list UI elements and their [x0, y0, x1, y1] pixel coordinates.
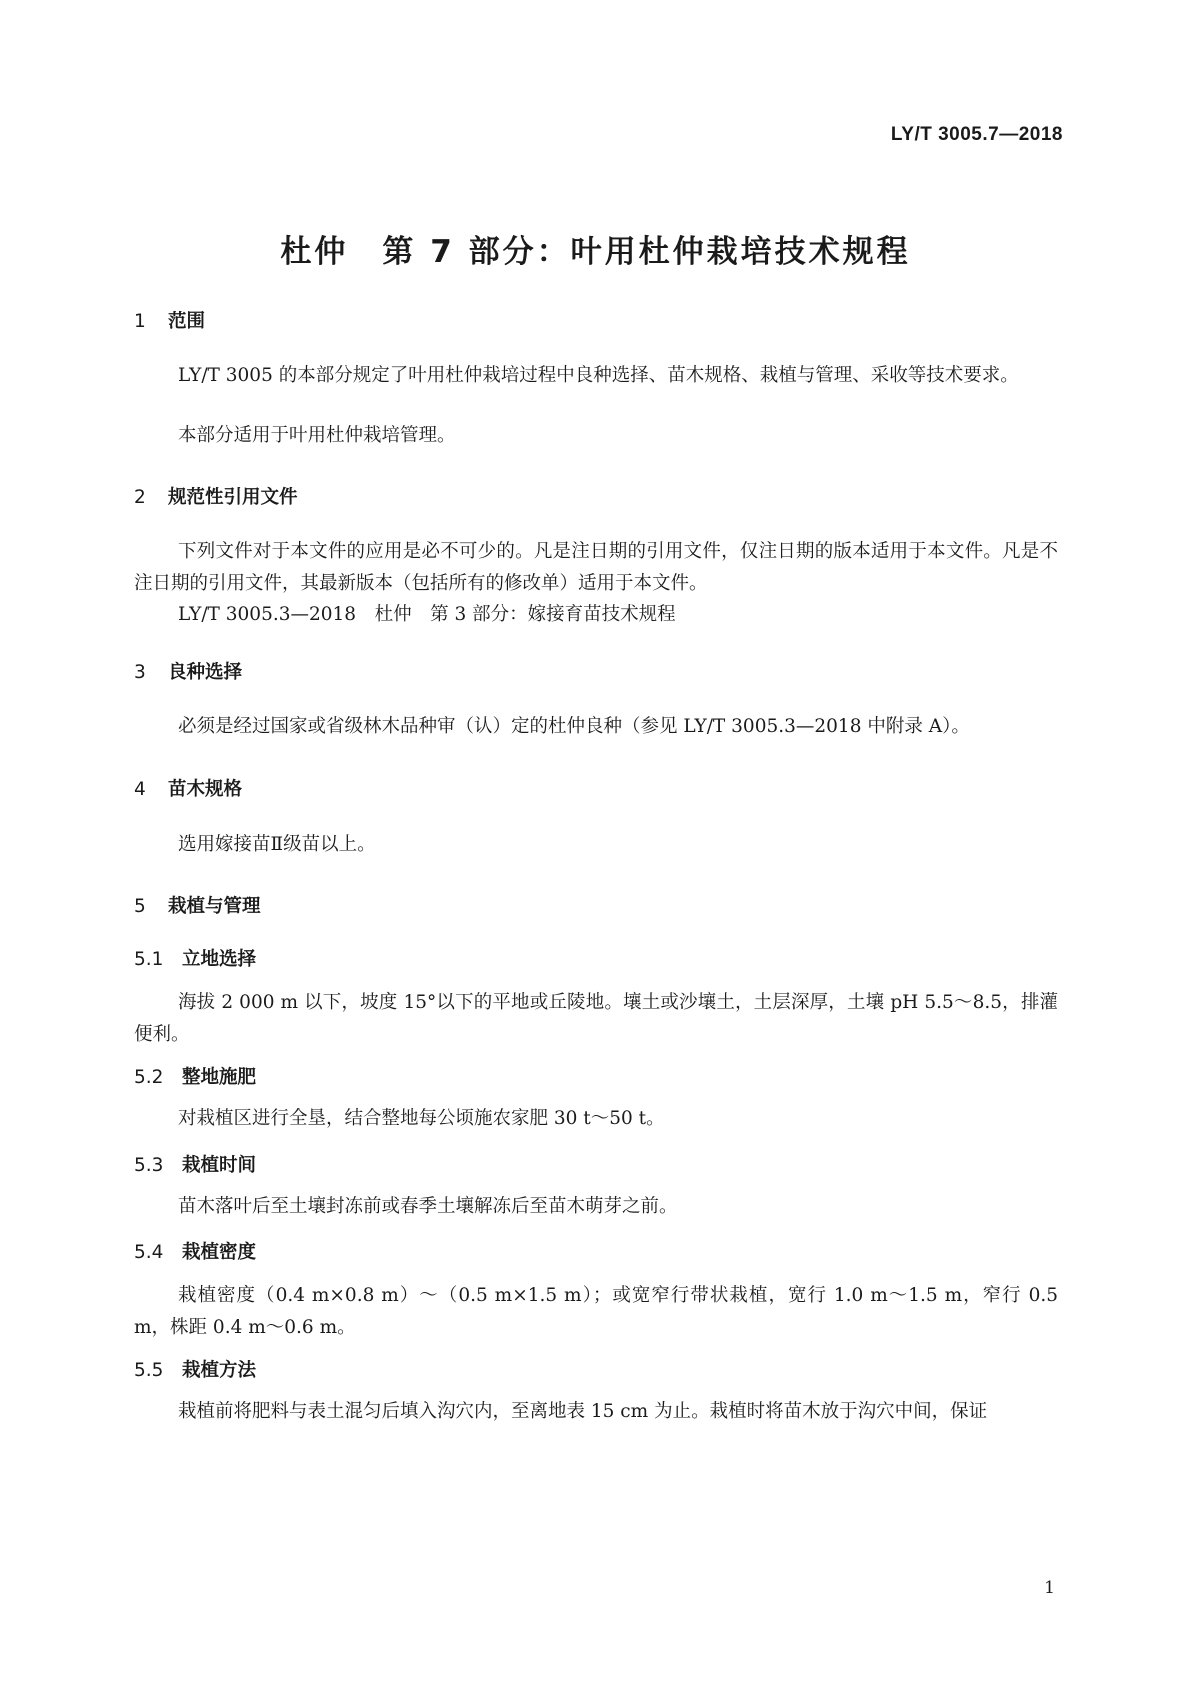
section-number: 5.5 [134, 1360, 164, 1381]
document-title: 杜仲 第 7 部分：叶用杜仲栽培技术规程 [280, 234, 911, 270]
subsection-5-2-heading [134, 1063, 256, 1089]
section-number: 2 [134, 487, 146, 508]
section-title: 栽植密度 [182, 1242, 257, 1263]
section-number: 5.2 [134, 1067, 164, 1088]
section-title: 苗木规格 [168, 779, 243, 800]
subsection-5-2-paragraph: 对栽植区进行全垦，结合整地每公顷施农家肥 30 t～50 t。 [178, 1108, 665, 1129]
section-number: 5.4 [134, 1242, 164, 1263]
subsection-5-5-heading [134, 1356, 256, 1382]
section-number: 5.3 [134, 1155, 164, 1176]
section-5-heading [134, 892, 261, 918]
section-1-paragraph-1: LY/T 3005 的本部分规定了叶用杜仲栽培过程中良种选择、苗木规格、栽植与管理、采收等技术要求。 [178, 365, 1019, 386]
section-number: 5 [134, 896, 146, 917]
section-title: 栽植与管理 [168, 896, 261, 917]
section-title: 整地施肥 [182, 1067, 257, 1088]
subsection-5-5-paragraph: 栽植前将肥料与表土混匀后填入沟穴内，至离地表 15 cm 为止。栽植时将苗木放于沟穴中间，保证 [178, 1401, 988, 1422]
section-title: 良种选择 [168, 662, 243, 683]
standard-code: LY/T 3005.7—2018 [890, 124, 1063, 145]
section-number: 3 [134, 662, 146, 683]
section-title: 栽植时间 [182, 1155, 257, 1176]
section-number: 5.1 [134, 949, 164, 970]
section-2-heading [134, 483, 298, 509]
subsection-5-1-heading [134, 945, 256, 971]
section-3-paragraph-1: 必须是经过国家或省级林木品种审（认）定的杜仲良种（参见 LY/T 3005.3—2018 中附录 A）。 [178, 716, 970, 737]
subsection-5-3-heading [134, 1151, 256, 1177]
section-number: 4 [134, 779, 146, 800]
section-number: 1 [134, 311, 146, 332]
subsection-5-4-paragraph: 栽植密度（0.4 m×0.8 m）～（0.5 m×1.5 m）；或宽窄行带状栽植，宽行 1.0 m～1.5 m，窄行 0.5 m，株距 0.4 m～0.6 m。 [134, 1285, 1058, 1338]
subsection-5-4-heading [134, 1238, 256, 1264]
page-number: 1 [1044, 1578, 1055, 1598]
section-4-paragraph-1: 选用嫁接苗Ⅱ级苗以上。 [178, 834, 376, 855]
section-title: 栽植方法 [182, 1360, 257, 1381]
subsection-5-1-paragraph: 海拔 2 000 m 以下，坡度 15°以下的平地或丘陵地。壤土或沙壤土，土层深厚，土壤 pH 5.5～8.5，排灌便利。 [134, 992, 1058, 1045]
normative-reference: LY/T 3005.3—2018 杜仲 第 3 部分：嫁接育苗技术规程 [178, 604, 676, 625]
section-1-paragraph-2: 本部分适用于叶用杜仲栽培管理。 [178, 425, 456, 446]
section-4-heading [134, 775, 242, 801]
subsection-5-3-paragraph: 苗木落叶后至土壤封冻前或春季土壤解冻后至苗木萌芽之前。 [178, 1196, 678, 1217]
section-title: 规范性引用文件 [168, 487, 298, 508]
section-title: 范围 [168, 311, 206, 332]
section-2-paragraph-1: 下列文件对于本文件的应用是必不可少的。凡是注日期的引用文件，仅注日期的版本适用于本文件。凡是不注日期的引用文件，其最新版本（包括所有的修改单）适用于本文件。 [134, 541, 1058, 594]
section-title: 立地选择 [182, 949, 257, 970]
section-1-heading [134, 307, 205, 333]
section-3-heading [134, 658, 242, 684]
